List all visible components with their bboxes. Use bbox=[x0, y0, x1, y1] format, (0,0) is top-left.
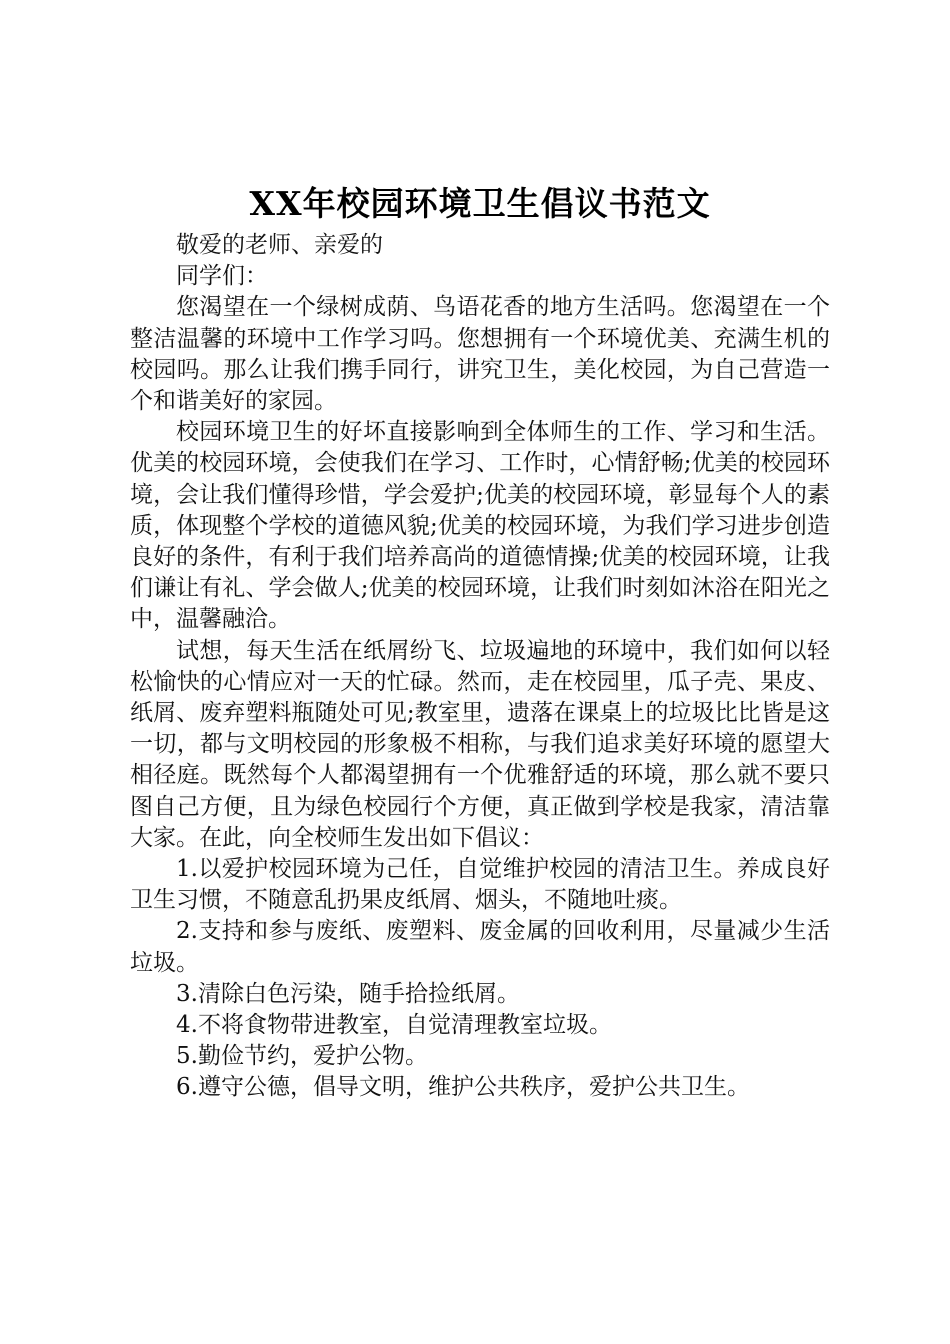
body-paragraph-3: 试想，每天生活在纸屑纷飞、垃圾遍地的环境中，我们如何以轻松愉快的心情应对一天的忙碌。然而，走在校园里，瓜子壳、果皮、纸屑、废弃塑料瓶随处可见;教室里，遗落在课桌上的垃圾比比皆是这一切，都与文明校园的形象极不相称，与我们追求美好环境的愿望大相径庭。既然每个人都渴望拥有一个优雅舒适的环境，那么就不要只图自己方便，且为绿色校园行个方便，真正做到学校是我家，清洁靠大家。在此，向全校师生发出如下倡议： bbox=[130, 637, 830, 851]
proposal-item-1: 1.以爱护校园环境为己任，自觉维护校园的清洁卫生。养成良好卫生习惯，不随意乱扔果皮纸屑、烟头，不随地吐痰。 bbox=[130, 856, 830, 914]
document-title: XX年校园环境卫生倡议书范文 bbox=[249, 184, 711, 223]
proposal-item-6: 6.遵守公德，倡导文明，维护公共秩序，爱护公共卫生。 bbox=[176, 1074, 750, 1101]
proposal-item-3: 3.清除白色污染，随手拾捡纸屑。 bbox=[176, 980, 520, 1007]
salutation-line-1: 敬爱的老师、亲爱的 bbox=[176, 232, 383, 258]
salutation-line-2: 同学们： bbox=[176, 263, 268, 290]
proposal-item-4: 4.不将食物带进教室，自觉清理教室垃圾。 bbox=[176, 1012, 612, 1039]
proposal-item-5: 5.勤俭节约，爱护公物。 bbox=[176, 1043, 428, 1070]
proposal-item-2: 2.支持和参与废纸、废塑料、废金属的回收利用，尽量减少生活垃圾。 bbox=[130, 918, 830, 976]
document-page bbox=[130, 182, 830, 1104]
body-paragraph-1: 您渴望在一个绿树成荫、鸟语花香的地方生活吗。您渴望在一个整洁温馨的环境中工作学习吗。您想拥有一个环境优美、充满生机的校园吗。那么让我们携手同行，讲究卫生，美化校园，为自己营造一个和谐美好的家园。 bbox=[130, 294, 830, 415]
body-paragraph-2: 校园环境卫生的好坏直接影响到全体师生的工作、学习和生活。优美的校园环境，会使我们在学习、工作时，心情舒畅;优美的校园环境，会让我们懂得珍惜，学会爱护;优美的校园环境，彰显每个人的素质，体现整个学校的道德风貌;优美的校园环境，为我们学习进步创造良好的条件，有利于我们培养高尚的道德情操;优美的校园环境，让我们谦让有礼、学会做人;优美的校园环境，让我们时刻如沐浴在阳光之中，温馨融洽。 bbox=[130, 419, 830, 633]
